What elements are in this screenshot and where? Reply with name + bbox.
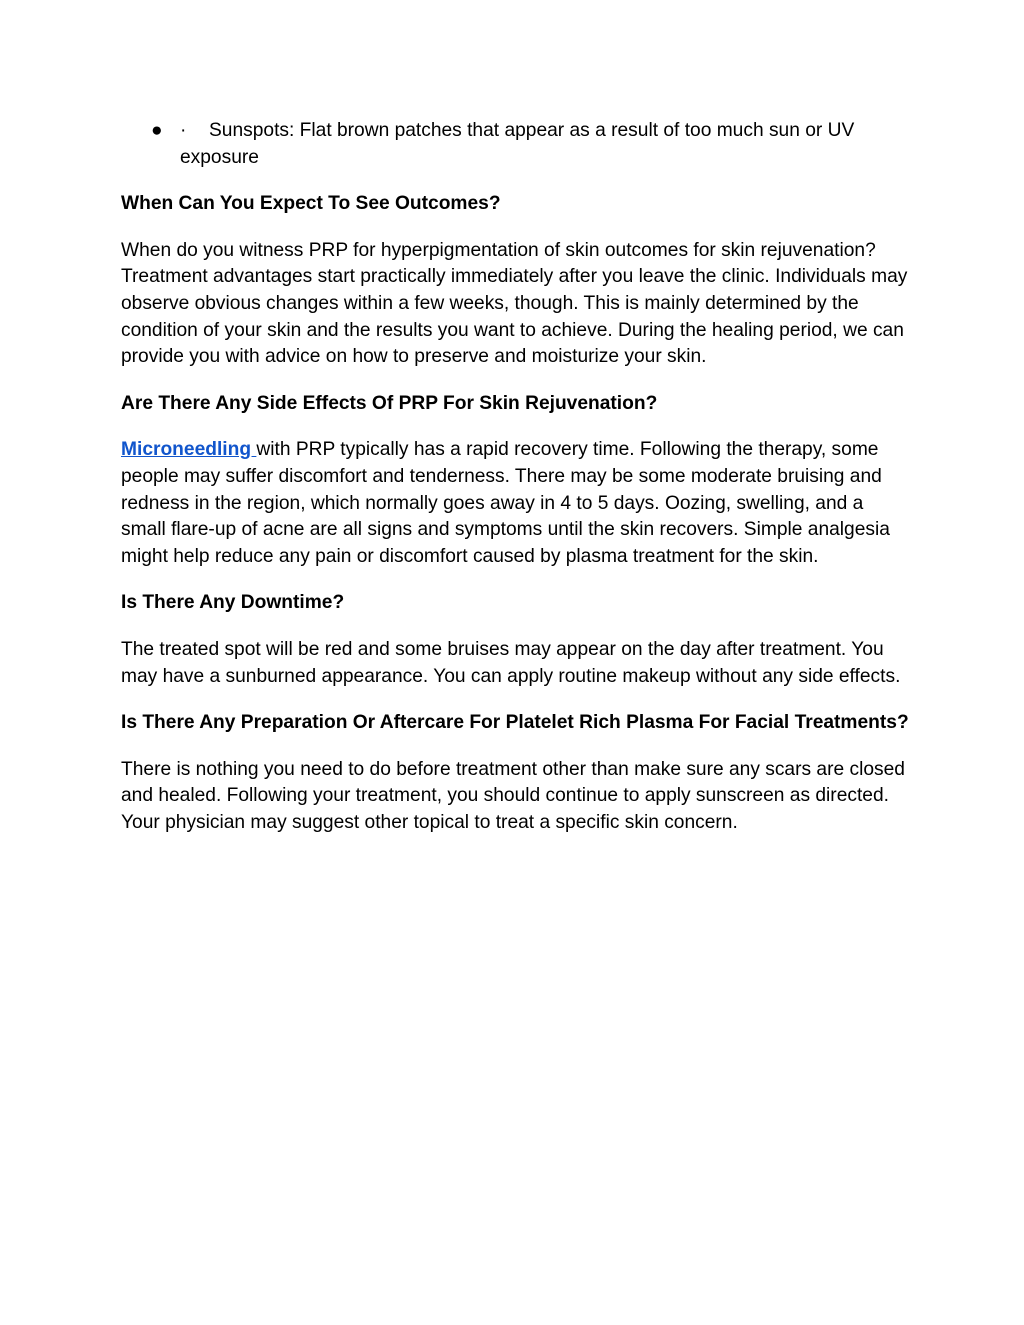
section-paragraph-downtime: The treated spot will be red and some bruises may appear on the day after treatment. You may have a sunburned appearance. You can apply routine makeup without any side effects. bbox=[121, 638, 901, 687]
bullet-icon: ● bbox=[151, 120, 163, 141]
section-paragraph-outcomes: When do you witness PRP for hyperpigmentation of skin outcomes for skin rejuvenation? Treatment advantages start practically immediately after you leave the clinic. Individuals may observe obvious changes within a few weeks, though. This is mainly determined by the condition of your skin and the results you want to achieve. During the healing period, we can provide you with advice on how to preserve and moisturize your skin. bbox=[121, 239, 908, 368]
section-paragraph-preparation: There is nothing you need to do before treatment other than make sure any scars are closed and healed. Following your treatment, you should continue to apply sunscreen as directed. Your physician may suggest other topical to treat a specific skin concern. bbox=[121, 758, 905, 833]
section-heading-downtime: Is There Any Downtime? bbox=[121, 592, 345, 614]
microneedling-link[interactable]: Microneedling bbox=[121, 439, 257, 461]
bullet-list-item bbox=[121, 118, 911, 171]
section-heading-outcomes: When Can You Expect To See Outcomes? bbox=[121, 193, 501, 215]
bullet-text: Sunspots: Flat brown patches that appear as a result of too much sun or UV exposure bbox=[180, 120, 855, 168]
section-heading-preparation: Is There Any Preparation Or Aftercare For Platelet Rich Plasma For Facial Treatments? bbox=[121, 712, 909, 734]
document-body bbox=[121, 118, 911, 856]
section-heading-side-effects: Are There Any Side Effects Of PRP For Skin Rejuvenation? bbox=[121, 392, 658, 414]
section-paragraph-side-effects bbox=[121, 437, 911, 570]
bullet-inner-marker: · bbox=[180, 120, 187, 141]
side-effects-text: with PRP typically has a rapid recovery time. Following the therapy, some people may suffer discomfort and tenderness. There may be some moderate bruising and redness in the region, which normally goes away in 4 to 5 days. Oozing, swelling, and a small flare-up of acne are all signs and symptoms until the skin recovers. Simple analgesia might help reduce any pain or discomfort caused by plasma treatment for the skin. bbox=[121, 439, 890, 567]
